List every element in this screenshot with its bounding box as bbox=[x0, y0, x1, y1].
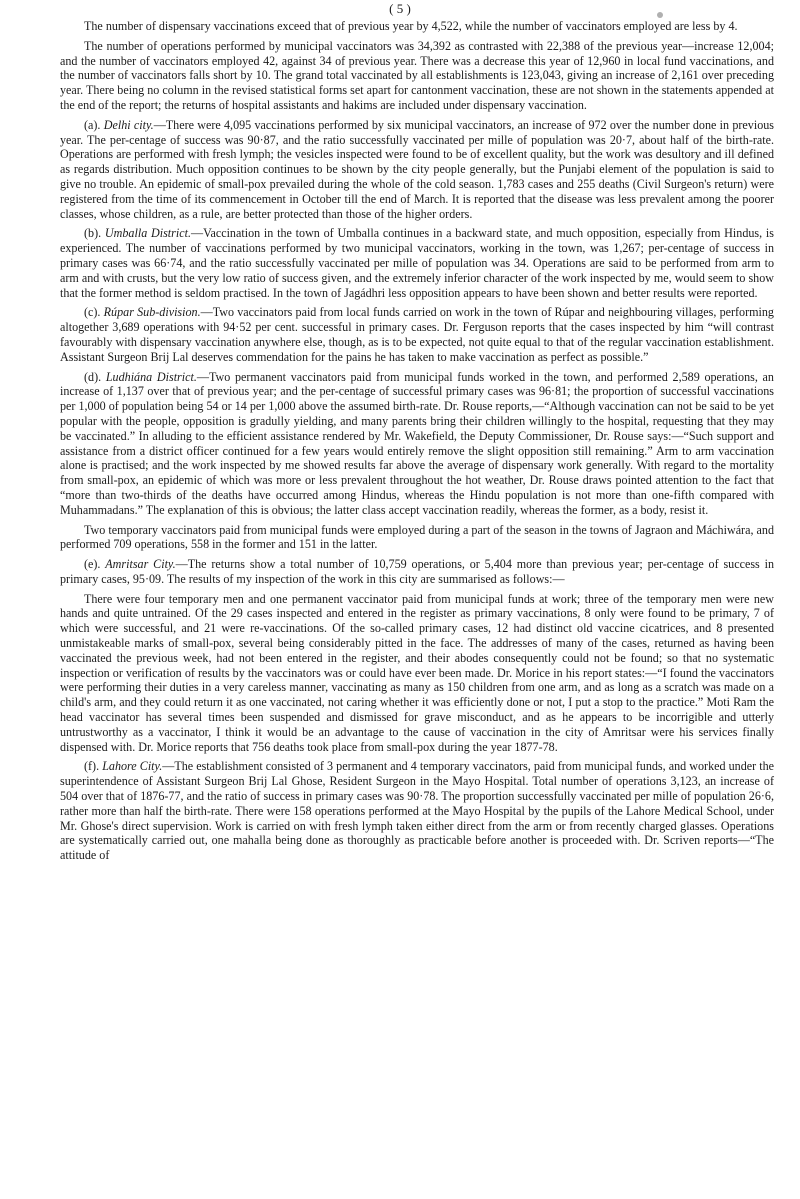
page-number: ( 5 ) bbox=[389, 1, 411, 16]
section-heading: Delhi city. bbox=[103, 117, 154, 132]
section-amritsar-city bbox=[60, 557, 774, 587]
paragraph-text: Two temporary vaccinators paid from municipal funds were employed during a part of the season in the towns of Jagraon and Máchiwára, and performed 709 operations, 558 in the former and 151 in the latter. bbox=[60, 522, 774, 552]
paragraph-text: —Two permanent vaccinators paid from municipal funds worked in the town, and performed 2,589 operations, an increase of 1,137 over that of previous year; and the per-centage of successful primary cases was 96·81; the proportion of successful vaccinations per 1,000 of population being 54 or 14 per 1,000 above the assumed birth-rate. Dr. Rouse reports,—“Although vaccination can not be said to be yet popular with the people, opposition is gradully yielding, and many parents bring their children willingly to the hospital, requesting that they may be vaccinated.” In alluding to the efficient assistance rendered by Mr. Wakefield, the Deputy Commissioner, Dr. Rouse says:—“Such support and assistance from a district officer continued for a few years would entirely remove the slight opposition still remaining.” Arm to arm vaccination alone is practised; and the work inspected by me showed results far above the average of dispensary work generally. With regard to the mortality from small-pox, an epidemic of which was more or less prevalent throughout the hot weather, Dr. Rouse draws pointed attention to the fact that “more than two-thirds of the deaths have occurred among Hindus, whereas the Hindu population is not more than one-fifth compared with Muhammadans.” The explanation of this is obvious; the latter class accept vaccination readily, whereas the former, as a body, resist it. bbox=[60, 369, 774, 517]
section-label: (e). bbox=[84, 557, 101, 572]
section-umballa-district bbox=[60, 226, 774, 300]
paragraph-text: —There were 4,095 vaccinations performed by six municipal vaccinators, an increase of 972 over the number done in previous year. The per-centage of success was 90·87, and the ratio successfully vaccinated per mille of population was 20·7, about half of the birth-rate. Operations are performed with fresh lymph; the vesicles inspected were found to be of excellent quality, but the work was desultory and ill defined as regards distribution. Much opposition continues to be shown by the city people generally, but the Punjabi element of the population is said to give no trouble. An epidemic of small-pox prevailed during the whole of the cold season. 1,783 cases and 255 deaths (Civil Surgeon's return) were registered from the time of its commencement in October till the end of March. It is reported that the disease was less prevalent among the poorer classes, whose children, as a rule, are better protected than those of the higher orders. bbox=[60, 117, 774, 221]
paragraph-text: —Two vaccinators paid from local funds carried on work in the town of Rúpar and neighbouring villages, performing altogether 3,689 operations with 94·52 per cent. successful in primary cases. Dr. Ferguson reports that the cases inspected by him “will contrast favourably with dispensary vaccination anywhere else, though, as is to be expected, not quite equal to that of the regular vaccination establishment. Assistant Surgeon Brij Lal deserves commendation for the pains he has taken to make vaccination as perfect as possible.” bbox=[60, 305, 774, 364]
paragraph-amritsar-inspection bbox=[60, 592, 774, 755]
section-label: (d). bbox=[84, 369, 102, 384]
section-heading: Amritsar City. bbox=[105, 557, 176, 572]
section-label: (c). bbox=[84, 305, 101, 320]
section-label: (f). bbox=[84, 759, 100, 774]
section-label: (b). bbox=[84, 226, 102, 241]
paragraph-text: The number of operations performed by municipal vaccinators was 34,392 as contrasted with 22,388 of the previous year—increase 12,004; and the number of vaccinators employed 42, against 34 of previous year. There was a decrease this year of 12,960 in local fund vaccinations, and the number of vaccinators falls short by 10. The grand total vaccinated by all establishments is 123,043, giving an increase of 2,161 over preceding year. There being no column in the revised statistical forms set apart for cantonment vaccination, these are not shown in the statements appended at the end of the report; the returns of hospital assistants and hakims are included under dispensary vaccination. bbox=[60, 38, 774, 112]
ink-spot bbox=[657, 12, 663, 18]
section-heading: Ludhiána District. bbox=[105, 369, 197, 384]
section-lahore-city bbox=[60, 759, 774, 863]
paragraph-dispensary-vaccinations bbox=[60, 19, 774, 34]
section-ludhiana-district bbox=[60, 370, 774, 518]
section-rupar-sub-division bbox=[60, 305, 774, 364]
paragraph-text: —The returns show a total number of 10,759 operations, or 5,404 more than previous year; per-centage of success in primary cases, 95·09. The results of my inspection of the work in this city are summarised as follows:— bbox=[60, 557, 774, 586]
section-heading: Rúpar Sub-division. bbox=[103, 305, 201, 320]
paragraph-municipal-summary bbox=[60, 39, 774, 113]
section-heading: Umballa District. bbox=[104, 226, 191, 241]
paragraph-text: The number of dispensary vaccinations exceed that of previous year by 4,522, while the number of vaccinators employed are less by 4. bbox=[84, 19, 738, 33]
paragraph-text: There were four temporary men and one permanent vaccinator paid from municipal funds at work; three of the temporary men were new hands and quite untrained. Of the 29 cases inspected and entered in the register as primary vaccinations, 8 only were found to be primary, 7 of which were successful, and 21 were re-vaccinations. Of the so-called primary cases, 12 had distinct old vaccine cicatrices, and 8 presented unmistakeable marks of small-pox, several being considerably pitted in the face. The addresses of many of the cases, returned as having been vaccinated the previous week, had not been entered in the register, and their abodes consequently could not be found; so that no systematic inspection or verification of results by the vaccinators was or could have ever been made. Dr. Morice in his report states:—“I found the vaccinators were performing their duties in a very careless manner, vaccinating as many as 150 children from one arm, and as long as a scratch was made on a child's arm, and they could return it as one vaccinated, not caring whether it was efficiently done or not, I put a stop to the practice.” Moti Ram the head vaccinator has several times been suspended and dismissed for grave misconduct, and as he appears to be incorrigible and utterly untrustworthy as a vaccinator, I think it would be an advantage to the cause of vaccination in the city of Amritsar were his services finally dispensed with. Dr. Morice reports that 756 deaths took place from small-pox during the year 1877-78. bbox=[60, 591, 774, 754]
section-heading: Lahore City. bbox=[102, 759, 163, 774]
paragraph-temporary-vaccinators bbox=[60, 523, 774, 553]
paragraph-text: —Vaccination in the town of Umballa continues in a backward state, and much opposition, especially from Hindus, is experienced. The number of vaccinations performed by two municipal vaccinators, working in the town, was 1,267; per-centage of success in primary cases was 66·74, and the ratio successfully vaccinated per mille of population was 34. Operations are said to be performed from arm to arm and with crusts, but the very low ratio of success given, and the extremely inferior character of the work inspected by me, would seem to show that the former method is seldom practised. In the town of Jagádhri less opposition appears to have been shown and better results were reported. bbox=[60, 226, 774, 300]
paragraph-text: —The establishment consisted of 3 permanent and 4 temporary vaccinators, paid from municipal funds, and worked under the superintendence of Assistant Surgeon Brij Lal Ghose, Resident Surgeon in the Mayo Hospital. Total number of operations 3,123, an increase of 504 over that of 1876-77, and the ratio of success in primary cases was 90·78. The proportion successfully vaccinated per mille of population 26·6, rather more than half the birth-rate. There were 158 operations performed at the Mayo Hospital by the pupils of the Lahore Medical School, under Mr. Ghose's direct supervision. Work is carried on with fresh lymph taken either direct from the arm or from recently charged glasses. Operations are systematically carried out, one mahalla being done as thoroughly as practicable before another is proceeded with. Dr. Scriven reports—“The attitude of bbox=[60, 759, 774, 863]
section-delhi-city bbox=[60, 118, 774, 222]
section-label: (a). bbox=[84, 117, 101, 132]
report-body bbox=[60, 19, 774, 868]
